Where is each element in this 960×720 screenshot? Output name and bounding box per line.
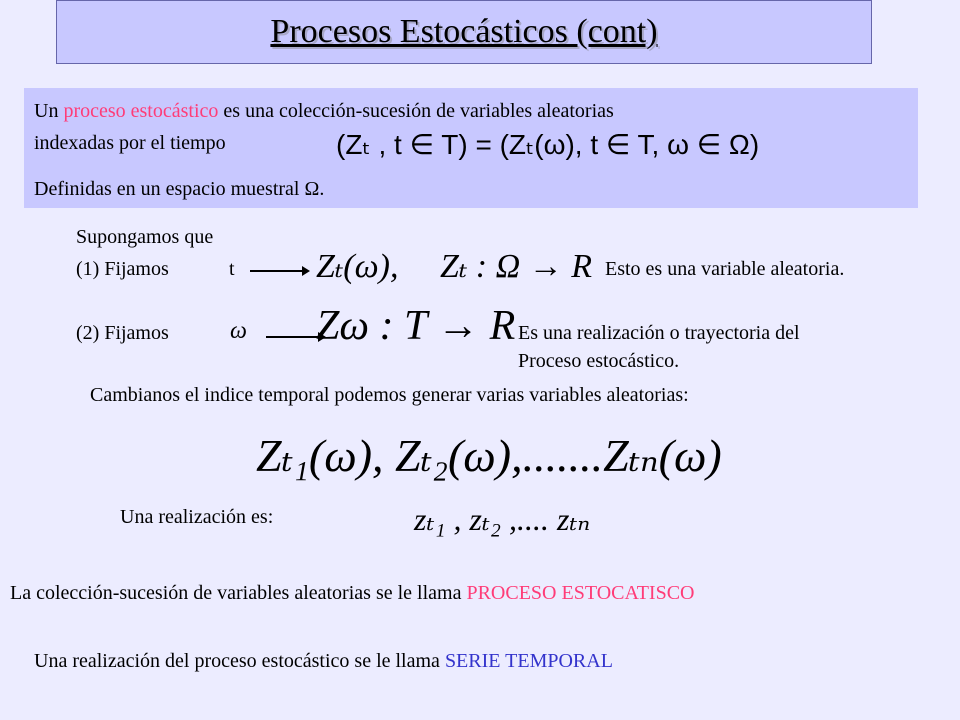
process-sentence <box>10 582 695 605</box>
case1-formula: Zₜ(ω), <box>316 248 399 285</box>
change-index-text: Cambianos el indice temporal podemos generar varias variables aleatorias: <box>90 384 689 406</box>
case2-mapping: Zω : T → R <box>316 303 516 349</box>
definition-text-1: Un <box>34 100 64 122</box>
series-sentence-text: Una realización del proceso estocástico se le llama <box>34 650 445 672</box>
process-sentence-term: PROCESO ESTOCATISCO <box>466 582 695 604</box>
definition-highlight: proceso estocástico <box>63 100 219 122</box>
realization-formula: zₜ₁ , zₜ₂ ,.... zₜₙ <box>414 501 591 537</box>
suppose-text: Supongamos que <box>76 226 214 248</box>
realization-label: Una realización es: <box>120 506 274 528</box>
definition-line-1 <box>34 100 614 123</box>
case2-variable: ω <box>230 318 247 344</box>
case2-label: (2) Fijamos <box>76 322 169 344</box>
case1-arrow-icon <box>250 262 310 276</box>
process-sentence-text: La colección-sucesión de variables aleatorias se le llama <box>10 582 467 604</box>
case1-label: (1) Fijamos <box>76 258 169 280</box>
slide-title: Procesos Estocásticos (cont) <box>270 13 658 50</box>
definition-formula: (Zₜ , t ∈ T) = (Zₜ(ω), t ∈ T, ω ∈ Ω) <box>336 129 760 160</box>
definition-text-2: es una colección-sucesión de variables aleatorias <box>218 100 614 122</box>
case1-note: Esto es una variable aleatoria. <box>605 258 845 280</box>
series-sentence-term: SERIE TEMPORAL <box>444 650 613 672</box>
title-box <box>56 0 872 64</box>
case1-mapping: Zₜ : Ω → R <box>440 248 592 285</box>
definition-line-2: indexadas por el tiempo <box>34 132 226 154</box>
case2-note-2: Proceso estocástico. <box>518 350 680 372</box>
case2-note-1: Es una realización o trayectoria del <box>518 322 800 344</box>
definition-line-3: Definidas en un espacio muestral Ω. <box>34 178 325 200</box>
case1-variable: t <box>229 258 235 280</box>
series-sentence <box>34 650 613 673</box>
sequence-formula: Zₜ₁(ω), Zₜ₂(ω),.......Zₜₙ(ω) <box>256 430 722 481</box>
